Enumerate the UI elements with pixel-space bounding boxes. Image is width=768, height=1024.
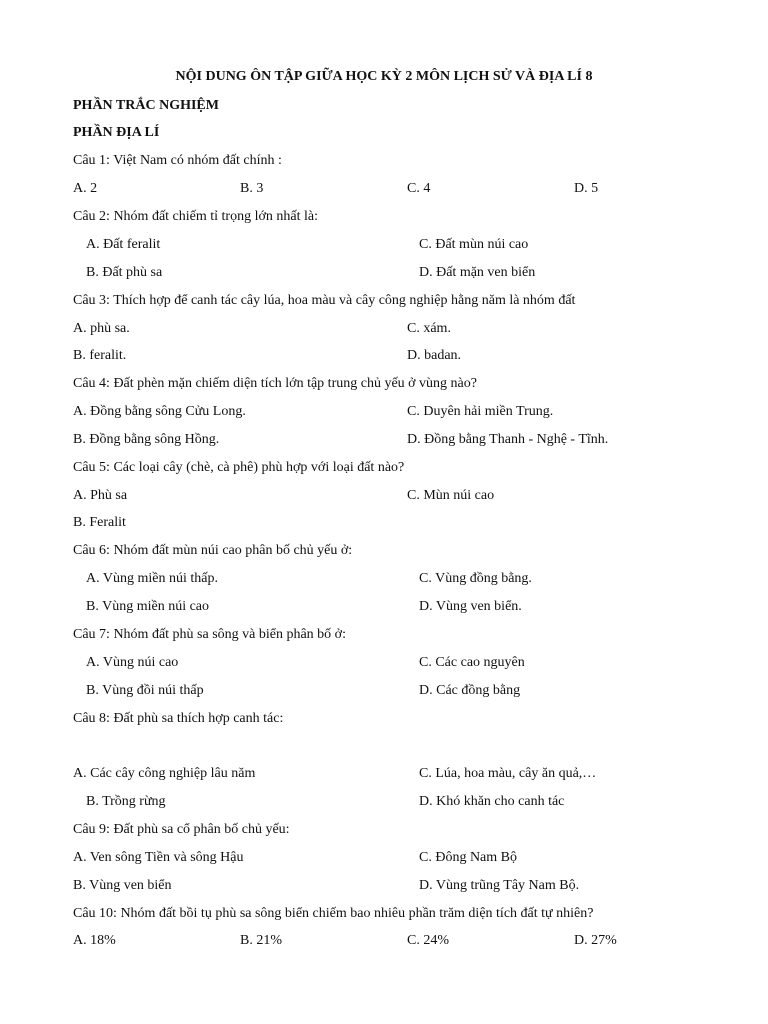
q5-option-b: B. Feralit [73, 515, 126, 530]
q4-option-c: C. Duyên hải miền Trung. [407, 404, 554, 419]
q1-option-c: C. 4 [407, 181, 431, 196]
question-6: Câu 6: Nhóm đất mùn núi cao phân bố chủ yếu ở: [73, 543, 353, 558]
q9-option-d: D. Vùng trũng Tây Nam Bộ. [419, 878, 580, 893]
q1-option-d: D. 5 [574, 181, 599, 196]
q3-option-b: B. feralit. [73, 348, 127, 363]
q5-option-c: C. Mùn núi cao [407, 488, 495, 503]
q4-option-d: D. Đồng bằng Thanh - Nghệ - Tĩnh. [407, 432, 609, 447]
q7-option-d: D. Các đồng bằng [419, 683, 521, 698]
question-10: Câu 10: Nhóm đất bồi tụ phù sa sông biển chiếm bao nhiêu phần trăm diện tích đất tự nhiên? [73, 906, 594, 921]
q7-option-b: B. Vùng đồi núi thấp [86, 683, 204, 698]
q7-option-c: C. Các cao nguyên [419, 655, 525, 670]
q6-option-c: C. Vùng đồng bằng. [419, 571, 532, 586]
q1-option-b: B. 3 [240, 181, 264, 196]
q7-option-a: A. Vùng núi cao [86, 655, 179, 670]
q6-option-a: A. Vùng miền núi thấp. [86, 571, 218, 586]
q3-option-a: A. phù sa. [73, 321, 130, 336]
q4-option-b: B. Đồng bằng sông Hồng. [73, 432, 220, 447]
q6-option-b: B. Vùng miền núi cao [86, 599, 210, 614]
subsection-heading: PHẦN ĐỊA LÍ [73, 125, 160, 140]
q8-option-d: D. Khó khăn cho canh tác [419, 794, 565, 809]
q9-option-c: C. Đông Nam Bộ [419, 850, 517, 865]
question-5: Câu 5: Các loại cây (chè, cà phê) phù hợp với loại đất nào? [73, 460, 405, 475]
q2-option-b: B. Đất phù sa [86, 265, 163, 280]
q3-option-c: C. xám. [407, 321, 451, 336]
q9-option-b: B. Vùng ven biển [73, 878, 172, 893]
q10-option-a: A. 18% [73, 933, 116, 948]
q3-option-d: D. badan. [407, 348, 462, 363]
q2-option-d: D. Đất mặn ven biển [419, 265, 536, 280]
q8-option-c: C. Lúa, hoa màu, cây ăn quả,… [419, 766, 597, 781]
q8-option-a: A. Các cây công nghiệp lâu năm [73, 766, 256, 781]
q10-option-b: B. 21% [240, 933, 282, 948]
document-title: NỘI DUNG ÔN TẬP GIỮA HỌC KỲ 2 MÔN LỊCH SỬ VÀ ĐỊA LÍ 8 [175, 69, 593, 84]
q2-option-a: A. Đất feralit [86, 237, 161, 252]
question-9: Câu 9: Đất phù sa cổ phân bố chủ yếu: [73, 822, 290, 837]
question-8: Câu 8: Đất phù sa thích hợp canh tác: [73, 711, 284, 726]
q4-option-a: A. Đồng bằng sông Cửu Long. [73, 404, 246, 419]
q10-option-c: C. 24% [407, 933, 449, 948]
q8-option-b: B. Trồng rừng [86, 794, 166, 809]
question-1: Câu 1: Việt Nam có nhóm đất chính : [73, 153, 282, 168]
q10-option-d: D. 27% [574, 933, 617, 948]
q2-option-c: C. Đất mùn núi cao [419, 237, 529, 252]
q9-option-a: A. Ven sông Tiền và sông Hậu [73, 850, 244, 865]
question-2: Câu 2: Nhóm đất chiếm tỉ trọng lớn nhất là: [73, 209, 318, 224]
question-7: Câu 7: Nhóm đất phù sa sông và biển phân bố ở: [73, 627, 346, 642]
q6-option-d: D. Vùng ven biển. [419, 599, 522, 614]
question-4: Câu 4: Đất phèn mặn chiếm diện tích lớn tập trung chủ yếu ở vùng nào? [73, 376, 477, 391]
q1-option-a: A. 2 [73, 181, 98, 196]
section-heading: PHẦN TRẮC NGHIỆM [73, 98, 219, 113]
question-3: Câu 3: Thích hợp để canh tác cây lúa, hoa màu và cây công nghiệp hằng năm là nhóm đất [73, 293, 576, 308]
q5-option-a: A. Phù sa [73, 488, 128, 503]
